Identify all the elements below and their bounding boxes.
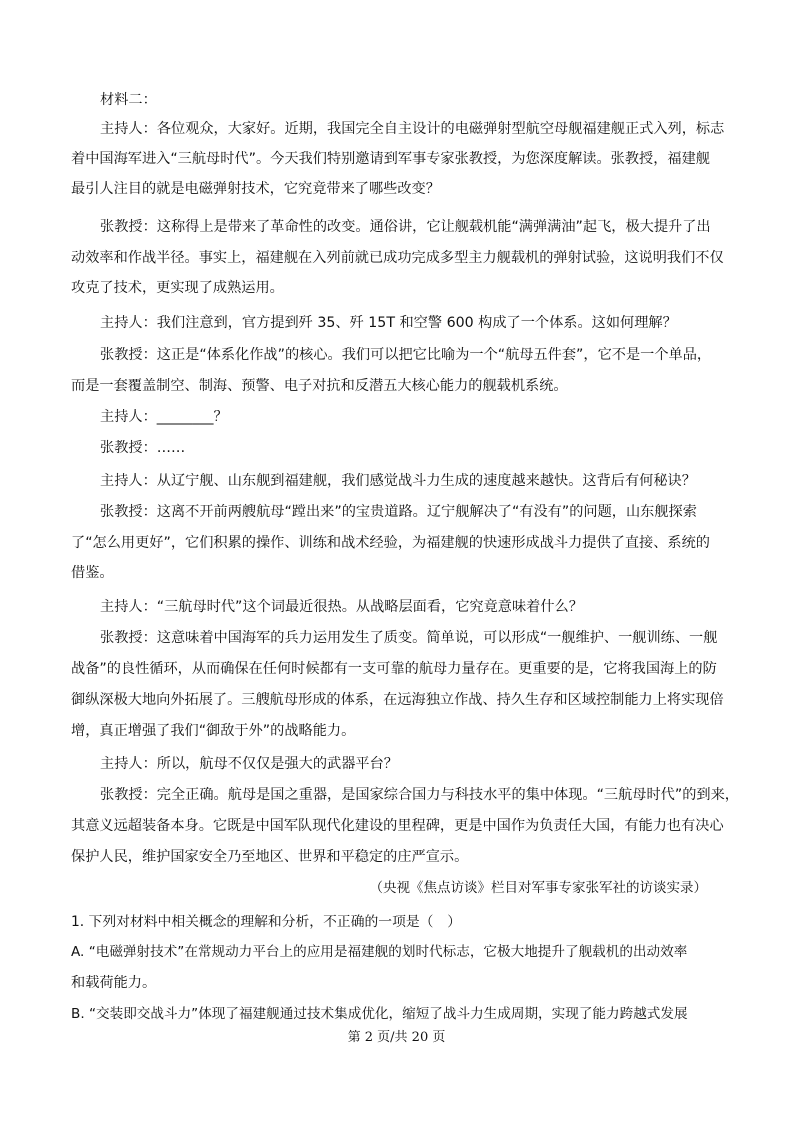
question-stem: 1. 下列对材料中相关概念的理解和分析，不正确的一项是（ ）	[71, 914, 462, 930]
paragraph-line: 主持人：“三航母时代”这个词最近很热。从战略层面看，它究竟意味着什么？	[100, 599, 583, 615]
paragraph-line: 了“怎么用更好”，它们积累的操作、训练和战术经验，为福建舰的快速形成战斗力提供了直接、系统的	[71, 535, 710, 551]
material-label: 材料二：	[100, 92, 157, 108]
paragraph-line: 张教授：完全正确。航母是国之重器，是国家综合国力与科技水平的集中体现。“三航母时代”的到来，	[100, 787, 739, 803]
paragraph-line: 张教授：这正是“体系化作战”的核心。我们可以把它比喻为一个“航母五件套”，它不是一个单品，	[100, 347, 712, 363]
paragraph-line: 战备”的良性循环，从而确保在任何时候都有一支可靠的航母力量存在。更重要的是，它将我国海上的防	[71, 661, 717, 677]
option-a-line: A. “电磁弹射技术”在常规动力平台上的应用是福建舰的划时代标志，它极大地提升了舰载机的出动效率	[71, 944, 688, 960]
paragraph-line: 攻克了技术，更实现了成熟运用。	[71, 280, 284, 296]
paragraph-line: 其意义远超装备本身。它既是中国军队现代化建设的里程碑，更是中国作为负责任大国，有能力也有决心	[71, 818, 724, 834]
paragraph-line: 主持人：所以，航母不仅仅是强大的武器平台？	[100, 756, 398, 772]
paragraph-line: 动效率和作战半径。事实上，福建舰在入列前就已成功完成多型主力舰载机的弹射试验，这说明我们不仅	[71, 250, 724, 266]
paragraph-line: 保护人民，维护国家安全乃至地区、世界和平稳定的庄严宣示。	[71, 849, 469, 865]
paragraph-line: 而是一套覆盖制空、制海、预警、电子对抗和反潜五大核心能力的舰载机系统。	[71, 378, 568, 394]
option-a-line: 和载荷能力。	[71, 975, 157, 991]
option-b-line: B. “交装即交战斗力”体现了福建舰通过技术集成优化，缩短了战斗力生成周期，实现了能力跨越式发展	[71, 1006, 688, 1022]
paragraph-line: 着中国海军进入“三航母时代”。今天我们特别邀请到军事专家张教授，为您深度解读。张教授，福建舰	[71, 151, 710, 167]
paragraph-line: 张教授：这称得上是带来了革命性的改变。通俗讲，它让舰载机能“满弹满油”起飞，极大提升了出	[100, 219, 711, 235]
blank-question-line: 主持人：________？	[100, 409, 228, 425]
paragraph-line: 御纵深极大地向外拓展了。三艘航母形成的体系，在远海独立作战、持久生存和区域控制能力上将实现倍	[71, 692, 724, 708]
paragraph-line: 增，真正增强了我们“御敌于外”的战略能力。	[71, 723, 356, 739]
paragraph-line: 主持人：我们注意到，官方提到歼 35、歼 15T 和空警 600 构成了一个体系。这如何理解？	[100, 315, 677, 331]
paragraph-line: 借鉴。	[71, 565, 114, 581]
source-citation: （央视《焦点访谈》栏目对军事专家张军社的访谈实录）	[369, 880, 707, 896]
paragraph-line: 张教授：……	[100, 440, 186, 456]
paragraph-line: 张教授：这意味着中国海军的兵力运用发生了质变。简单说，可以形成“一舰维护、一舰训练、一舰	[100, 630, 718, 646]
paragraph-line: 张教授：这离不开前两艘航母“蹚出来”的宝贵道路。辽宁舰解决了“有没有”的问题，山东舰探索	[100, 504, 697, 520]
paragraph-line: 主持人：各位观众，大家好。近期，我国完全自主设计的电磁弹射型航空母舰福建舰正式入列，标志	[100, 121, 725, 137]
paragraph-line: 最引人注目的就是电磁弹射技术，它究竟带来了哪些改变？	[71, 181, 440, 197]
paragraph-line: 主持人：从辽宁舰、山东舰到福建舰，我们感觉战斗力生成的速度越来越快。这背后有何秘诀？	[100, 473, 696, 489]
page-footer: 第 2 页/共 20 页	[347, 1030, 446, 1045]
